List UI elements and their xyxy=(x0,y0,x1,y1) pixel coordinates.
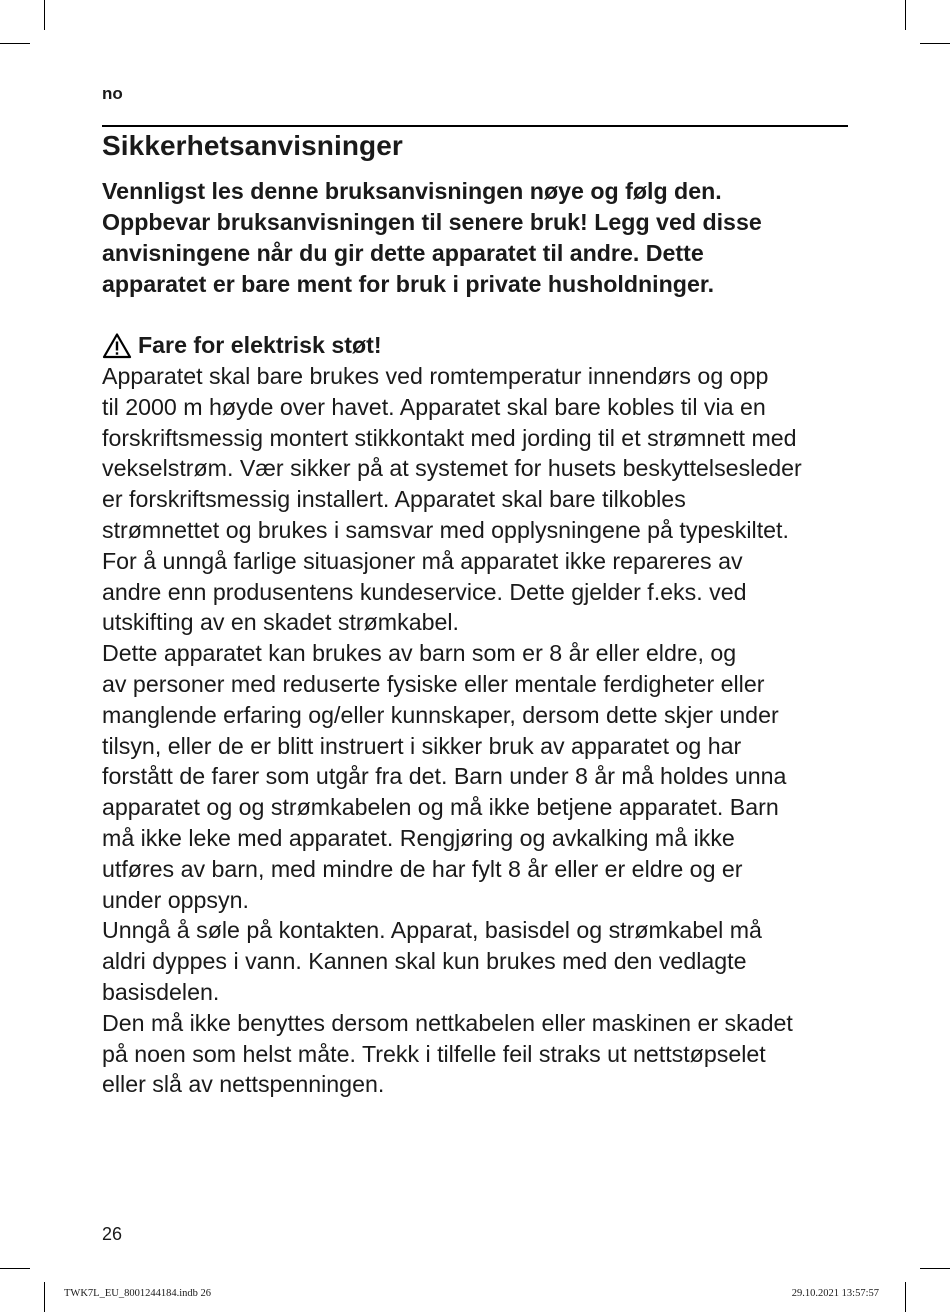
intro-line: anvisningene når du gir dette apparatet til andre. Dette xyxy=(102,240,704,266)
body-line: forskriftsmessig montert stikkontakt med jording til et strømnett med xyxy=(102,424,797,451)
warning-heading-row xyxy=(102,330,382,361)
body-line: Unngå å søle på kontakten. Apparat, basisdel og strømkabel må xyxy=(102,917,762,944)
crop-mark-bottom-right-horizontal xyxy=(920,1268,950,1269)
crop-mark-bottom-right-vertical xyxy=(905,1282,906,1312)
body-line: utføres av barn, med mindre de har fylt 8 år eller er eldre og er xyxy=(102,855,743,882)
body-line: vekselstrøm. Vær sikker på at systemet for husets beskyttelsesleder xyxy=(102,455,802,482)
intro-line: Vennligst les denne bruksanvisningen nøye og følg den. xyxy=(102,178,722,204)
body-line: utskifting av en skadet strømkabel. xyxy=(102,609,459,636)
print-footer-file: TWK7L_EU_8001244184.indb 26 xyxy=(64,1288,211,1299)
body-line: basisdelen. xyxy=(102,978,220,1005)
intro-line: Oppbevar bruksanvisningen til senere bruk! Legg ved disse xyxy=(102,209,762,235)
body-line: under oppsyn. xyxy=(102,886,249,913)
body-line: eller slå av nettspenningen. xyxy=(102,1071,385,1098)
body-line: strømnettet og brukes i samsvar med opplysningene på typeskiltet. xyxy=(102,516,789,543)
crop-mark-bottom-left-vertical xyxy=(44,1282,45,1312)
body-line: Dette apparatet kan brukes av barn som er 8 år eller eldre, og xyxy=(102,640,737,667)
body-line: til 2000 m høyde over havet. Apparatet skal bare kobles til via en xyxy=(102,393,766,420)
body-line: på noen som helst måte. Trekk i tilfelle feil straks ut nettstøpselet xyxy=(102,1040,766,1067)
body-line: Den må ikke benyttes dersom nettkabelen eller maskinen er skadet xyxy=(102,1009,793,1036)
intro-line: apparatet er bare ment for bruk i private husholdninger. xyxy=(102,271,715,297)
print-footer-datetime: 29.10.2021 13:57:57 xyxy=(791,1288,879,1299)
crop-mark-top-left-vertical xyxy=(44,0,45,30)
body-line: andre enn produsentens kundeservice. Dette gjelder f.eks. ved xyxy=(102,578,747,605)
header-rule xyxy=(102,125,848,127)
intro-paragraph xyxy=(102,176,848,300)
language-code: no xyxy=(102,84,123,103)
warning-body xyxy=(102,361,848,1100)
body-line: må ikke leke med apparatet. Rengjøring og avkalking må ikke xyxy=(102,824,735,851)
warning-heading: Fare for elektrisk støt! xyxy=(138,332,382,358)
crop-mark-bottom-left-horizontal xyxy=(0,1268,30,1269)
crop-mark-top-right-vertical xyxy=(905,0,906,30)
warning-triangle-icon xyxy=(102,332,132,359)
body-line: tilsyn, eller de er blitt instruert i sikker bruk av apparatet og har xyxy=(102,732,742,759)
body-line: forstått de farer som utgår fra det. Barn under 8 år må holdes unna xyxy=(102,763,787,790)
crop-mark-top-right-horizontal xyxy=(920,43,950,44)
body-line: er forskriftsmessig installert. Apparatet skal bare tilkobles xyxy=(102,486,686,513)
body-line: Apparatet skal bare brukes ved romtemperatur innendørs og opp xyxy=(102,363,769,389)
page-number: 26 xyxy=(102,1224,123,1244)
page-title: Sikkerhetsanvisninger xyxy=(102,130,403,161)
body-line: aldri dyppes i vann. Kannen skal kun brukes med den vedlagte xyxy=(102,948,747,975)
body-line: manglende erfaring og/eller kunnskaper, dersom dette skjer under xyxy=(102,701,779,728)
body-line: apparatet og og strømkabelen og må ikke betjene apparatet. Barn xyxy=(102,794,779,821)
body-line: av personer med reduserte fysiske eller mentale ferdigheter eller xyxy=(102,670,765,697)
crop-mark-top-left-horizontal xyxy=(0,43,30,44)
body-line: For å unngå farlige situasjoner må apparatet ikke repareres av xyxy=(102,547,743,574)
